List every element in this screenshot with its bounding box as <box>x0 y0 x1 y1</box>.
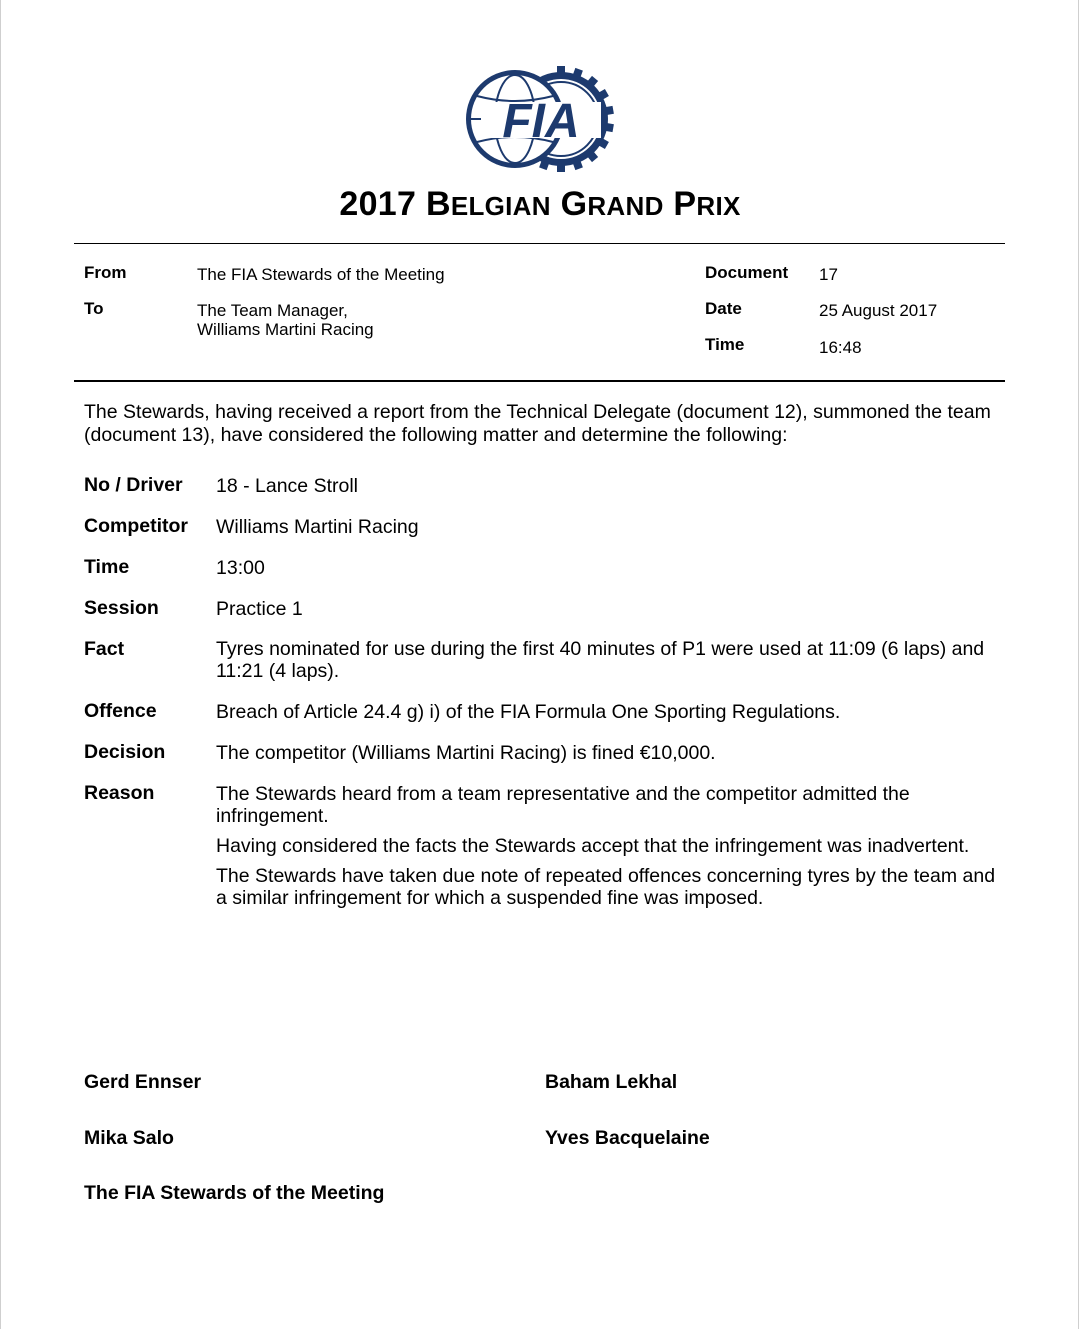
session-value: Practice 1 <box>216 598 303 620</box>
title-w1-cap: B <box>425 185 451 223</box>
title-year: 2017 <box>339 185 417 223</box>
time-label: Time <box>705 335 745 354</box>
fact-label: Fact <box>84 638 125 660</box>
date-value: 25 August 2017 <box>819 301 938 320</box>
fact-value: Tyres nominated for use during the first 40 minutes of P1 were used at 11:09 (6 laps) and 11:21 (4 laps). <box>216 638 985 682</box>
header-bottom-rule <box>74 380 1005 382</box>
steward-3: Mika Salo <box>84 1127 174 1149</box>
to-line-1: The Team Manager, <box>197 301 348 320</box>
title-w2-rest: RAND <box>587 191 664 221</box>
to-value <box>197 301 374 339</box>
header-top-rule <box>74 243 1005 244</box>
document-label: Document <box>705 263 789 282</box>
steward-1: Gerd Ennser <box>84 1071 202 1093</box>
fia-logo-text: FIA <box>502 95 580 148</box>
title-w1-rest: ELGIAN <box>450 191 551 221</box>
time-row-label: Time <box>84 556 130 578</box>
title-w2-cap: G <box>560 185 588 223</box>
fia-logo <box>463 66 615 172</box>
to-line-2: Williams Martini Racing <box>197 320 374 339</box>
from-value: The FIA Stewards of the Meeting <box>197 265 445 284</box>
time-value: 16:48 <box>819 338 862 357</box>
reason-label: Reason <box>84 782 155 804</box>
competitor-value: Williams Martini Racing <box>216 516 419 538</box>
document-value: 17 <box>819 265 838 284</box>
from-label: From <box>84 263 127 282</box>
session-label: Session <box>84 597 159 619</box>
intro-paragraph: The Stewards, having received a report from the Technical Delegate (document 12), summoned the team (document 13), have considered the following matter and determine the following: <box>84 401 991 446</box>
driver-label: No / Driver <box>84 474 183 496</box>
to-label: To <box>84 299 104 318</box>
reason-paragraph-1: The Stewards heard from a team representative and the competitor admitted the infringement. <box>216 783 910 827</box>
steward-2: Baham Lekhal <box>545 1071 678 1093</box>
date-label: Date <box>705 299 742 318</box>
reason-paragraph-2: Having considered the facts the Stewards accept that the infringement was inadvertent. <box>216 835 970 857</box>
decision-label: Decision <box>84 741 166 763</box>
title-w3-rest: RIX <box>696 191 741 221</box>
stewards-footer: The FIA Stewards of the Meeting <box>84 1182 385 1204</box>
reason-value <box>216 783 1011 917</box>
decision-value: The competitor (Williams Martini Racing) is fined €10,000. <box>216 742 716 764</box>
competitor-label: Competitor <box>84 515 188 537</box>
time-row-value: 13:00 <box>216 557 265 579</box>
steward-4: Yves Bacquelaine <box>545 1127 710 1149</box>
page-title <box>0 185 1080 224</box>
offence-label: Offence <box>84 700 157 722</box>
title-w3-cap: P <box>673 185 697 223</box>
reason-paragraph-3: The Stewards have taken due note of repeated offences concerning tyres by the team and a similar infringement for which a suspended fine was imposed. <box>216 865 996 909</box>
driver-value: 18 - Lance Stroll <box>216 475 358 497</box>
offence-value: Breach of Article 24.4 g) i) of the FIA Formula One Sporting Regulations. <box>216 701 841 723</box>
